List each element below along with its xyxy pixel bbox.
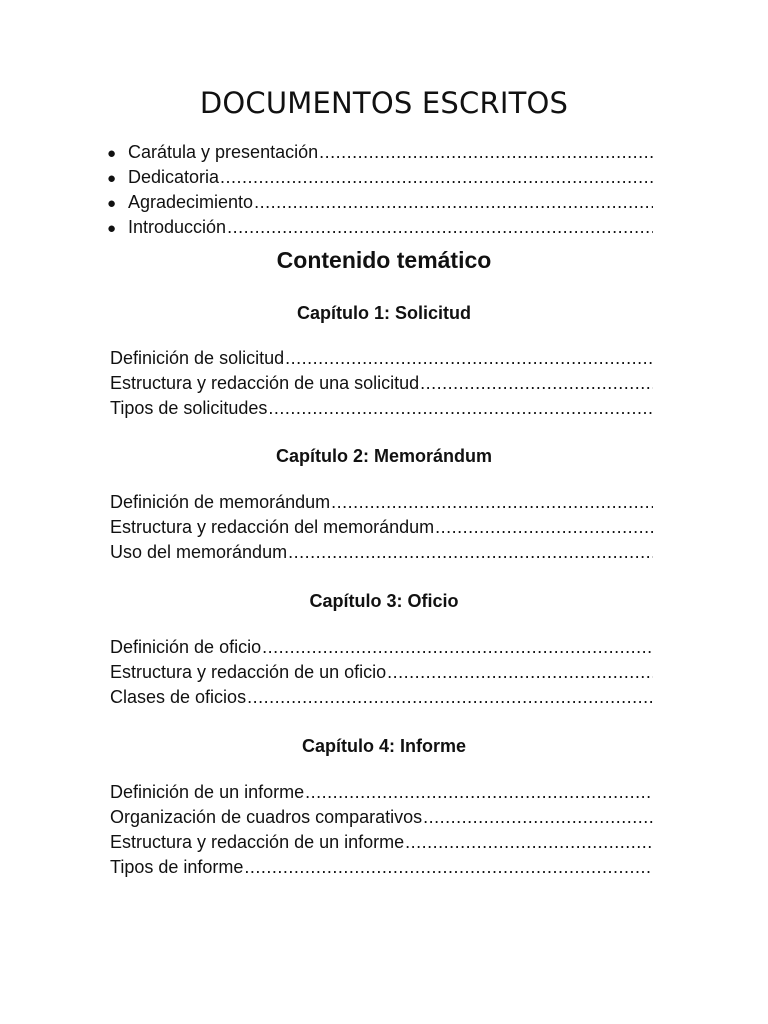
toc-entry bbox=[110, 348, 653, 373]
list-item-label: Introducción bbox=[128, 217, 227, 237]
dot-leader bbox=[243, 857, 653, 878]
list-item bbox=[107, 167, 653, 192]
toc-entry-label: Definición de oficio bbox=[110, 637, 262, 657]
dot-leader bbox=[422, 807, 653, 828]
toc-entry bbox=[110, 687, 653, 712]
dot-leader bbox=[434, 517, 653, 538]
dot-leader bbox=[304, 782, 653, 803]
chapter-heading: Capítulo 2: Memorándum bbox=[275, 446, 492, 466]
toc-entry bbox=[110, 662, 653, 687]
dot-leader bbox=[287, 542, 653, 563]
dot-leader bbox=[226, 217, 653, 238]
toc-entry-label: Estructura y redacción del memorándum bbox=[110, 517, 435, 537]
list-item bbox=[107, 217, 653, 242]
dot-leader bbox=[284, 348, 653, 369]
bullet-icon: ● bbox=[107, 145, 117, 162]
chapter-heading: Capítulo 4: Informe bbox=[301, 736, 466, 756]
toc-entry-label: Definición de solicitud bbox=[110, 348, 285, 368]
front-matter-list bbox=[107, 142, 653, 242]
dot-leader bbox=[219, 167, 653, 188]
toc-entry bbox=[110, 373, 653, 398]
list-item-label: Carátula y presentación bbox=[128, 142, 319, 162]
toc-entry-label: Clases de oficios bbox=[110, 687, 247, 707]
section-title: Contenido temático bbox=[276, 247, 492, 273]
toc-entry bbox=[110, 492, 653, 517]
dot-leader bbox=[253, 192, 653, 213]
dot-leader bbox=[404, 832, 653, 853]
chapter-heading: Capítulo 1: Solicitud bbox=[297, 303, 471, 323]
bullet-icon: ● bbox=[107, 195, 117, 212]
bullet-icon: ● bbox=[107, 170, 117, 187]
toc-entry bbox=[110, 517, 653, 542]
toc-entry bbox=[110, 857, 653, 882]
chapter-heading: Capítulo 3: Oficio bbox=[309, 591, 459, 611]
chapter-list bbox=[110, 492, 653, 567]
toc-entry-label: Tipos de informe bbox=[110, 857, 244, 877]
bullet-icon: ● bbox=[107, 220, 117, 237]
toc-entry bbox=[110, 832, 653, 857]
dot-leader bbox=[419, 373, 653, 394]
chapter-list bbox=[110, 348, 653, 423]
toc-entry-label: Uso del memorándum bbox=[110, 542, 288, 562]
list-item bbox=[107, 142, 653, 167]
toc-entry-label: Definición de memorándum bbox=[110, 492, 331, 512]
dot-leader bbox=[267, 398, 653, 419]
toc-entry bbox=[110, 637, 653, 662]
toc-entry-label: Definición de un informe bbox=[110, 782, 305, 802]
list-item-label: Dedicatoria bbox=[128, 167, 220, 187]
toc-entry bbox=[110, 542, 653, 567]
toc-entry bbox=[110, 782, 653, 807]
toc-entry-label: Tipos de solicitudes bbox=[110, 398, 268, 418]
chapter-list bbox=[110, 637, 653, 712]
list-item bbox=[107, 192, 653, 217]
dot-leader bbox=[261, 637, 653, 658]
toc-entry-label: Organización de cuadros comparativos bbox=[110, 807, 423, 827]
page-title: DOCUMENTOS ESCRITOS bbox=[199, 86, 569, 120]
toc-entry bbox=[110, 398, 653, 423]
toc-entry-label: Estructura y redacción de un oficio bbox=[110, 662, 387, 682]
dot-leader bbox=[318, 142, 653, 163]
chapter-list bbox=[110, 782, 653, 882]
dot-leader bbox=[330, 492, 653, 513]
toc-entry-label: Estructura y redacción de un informe bbox=[110, 832, 405, 852]
toc-entry bbox=[110, 807, 653, 832]
list-item-label: Agradecimiento bbox=[128, 192, 254, 212]
dot-leader bbox=[386, 662, 653, 683]
toc-entry-label: Estructura y redacción de una solicitud bbox=[110, 373, 420, 393]
dot-leader bbox=[246, 687, 653, 708]
